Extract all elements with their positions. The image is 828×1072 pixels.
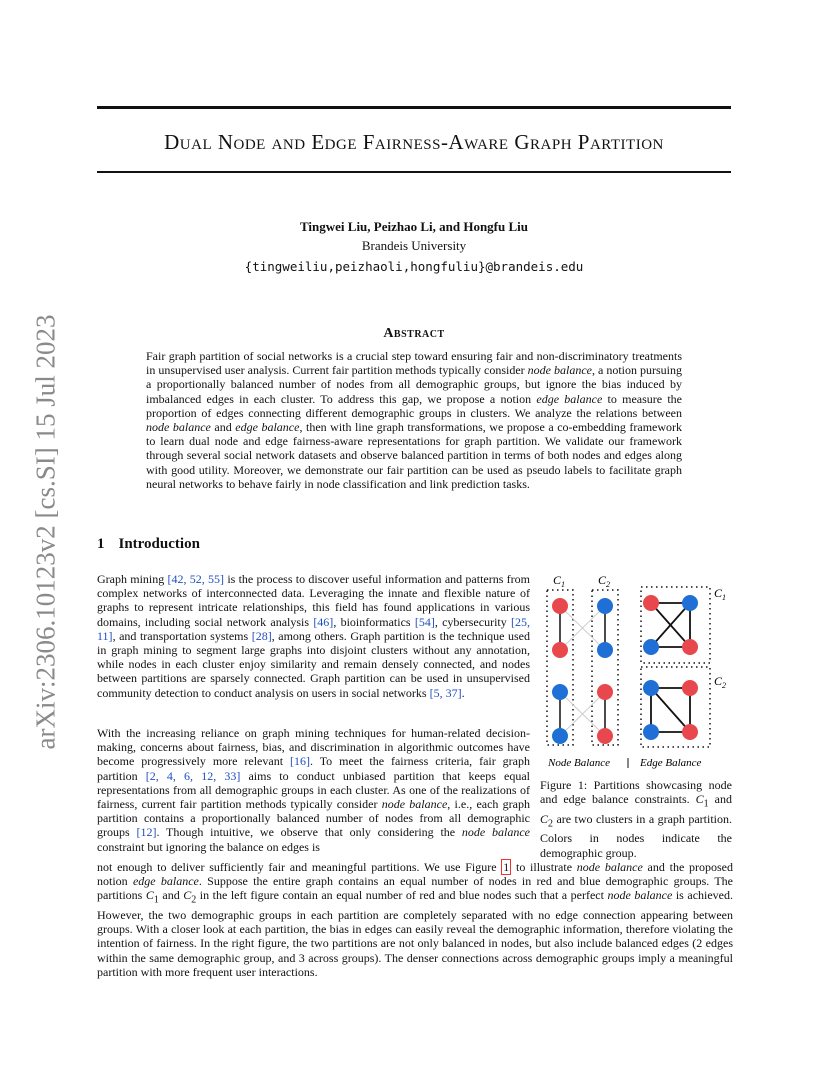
author-emails: {tingweiliu,peizhaoli,hongfuliu}@brandeis.edu	[244, 259, 584, 274]
red-node	[597, 728, 613, 744]
citation-link[interactable]: [28]	[251, 628, 272, 643]
cluster-label-c2-right: $C_2$	[714, 674, 727, 690]
title-rule-bottom	[97, 171, 731, 173]
blue-node	[682, 595, 698, 611]
red-node	[682, 680, 698, 696]
citation-link[interactable]: [5, 37]	[429, 685, 462, 700]
blue-node	[552, 684, 568, 700]
partition-diagram	[538, 570, 734, 770]
abstract-heading: Abstract	[383, 326, 445, 341]
figure-reference-link[interactable]: 1	[503, 860, 510, 874]
author-list: Tingwei Liu, Peizhao Li, and Hongfu Liu	[299, 219, 529, 234]
subfigure-label-edge-balance: Edge Balance	[640, 757, 702, 769]
citation-link[interactable]: [16]	[289, 754, 310, 769]
red-node	[552, 642, 568, 658]
citation-link[interactable]: [54]	[414, 614, 435, 629]
blue-node	[597, 642, 613, 658]
blue-node	[643, 639, 659, 655]
citation-link[interactable]: [2, 4, 6, 12, 33]	[145, 768, 241, 783]
affiliation: Brandeis University	[361, 238, 467, 253]
paper-title: Dual Node and Edge Fairness-Aware Graph Partition	[164, 130, 664, 154]
subfigure-label-node-balance: Node Balance	[548, 757, 611, 769]
intro-paragraph-2: With the increasing reliance on graph mining techniques for human-related decision-making, concerns about fairness, bias, and discrimination in algorithmic outcomes have become progressively more relevant [16]. To meet the fairness criteria, fair graph partition [2, 4, 6, 12, 33] aims to conduct unbiased partition that keeps equal representations from all demographic groups in each cluster. As one of the realizations of fairness, current fair partition methods typically consider node balance, i.e., each graph partition contains a proportionally balanced number of nodes from all demographic groups [12]. Though intuitive, we observe that only considering the node balance constraint but ignoring the balance on edges is	[97, 726, 531, 854]
intra-group-edges-left	[560, 606, 605, 736]
intro-paragraph-1: Graph mining [42, 52, 55] is the process to discover useful information and patterns from complex networks of interconnected data. Leveraging the innate and flexible nature of graphs to represent intricate relationships, this field has found applications in various domains, including social network analysis [46], bioinformatics [54], cybersecurity [25, 11], and transportation systems [28], among others. Graph partition is the technique used in graph mining to segment large graphs into disjoint clusters without any annotation, while nodes in each cluster enjoy similarity and remain densely connected, and nodes between partitions are sparsely connected. Graph partition can be used in unsupervised community detection to conduct analysis on users in social networks [5, 37].	[97, 572, 531, 700]
red-node	[643, 595, 659, 611]
citation-link[interactable]: [12]	[136, 825, 157, 840]
cluster-label-c2-left: $C_2$	[598, 573, 611, 589]
blue-node	[643, 680, 659, 696]
figure-1-partitions	[538, 570, 734, 770]
faint-inter-cluster-edges	[560, 606, 605, 736]
intro-paragraph-3: not enough to deliver sufficiently fair and meaningful partitions. We use Figure 1 to illustrate node balance and the proposed notion edge balance. Suppose the entire graph contains an equal number of nodes in red and blue demographic groups. The partitions $C_1$ and $C_2$ in the left figure contain an equal number of red and blue nodes such that a perfect node balance is achieved. However, the two demographic groups in each partition are completely separated with no edge connection appearing between groups. With a closer look at each partition, the bias in edges can easily reveal the demographic information, therefore violating the intention of fairness. In the right figure, the two partitions are not only balanced in nodes, but also include balanced edges (2 edges within the same demographic group, and 3 across groups). The denser connections across demographic groups imply a meaningful partition with more frequent user interactions.	[97, 860, 734, 979]
title-rule-top	[97, 106, 731, 109]
arxiv-identifier-stamp: arXiv:2306.10123v2 [cs.SI] 15 Jul 2023	[30, 314, 61, 750]
section-heading-introduction: 1 Introduction	[97, 536, 200, 552]
red-node	[552, 598, 568, 614]
blue-node	[597, 598, 613, 614]
abstract-text: Fair graph partition of social networks is a crucial step toward ensuring fair and non-discriminatory treatments in unsupervised user analysis. Current fair partition methods typically consider node balance, a notion pursuing a proportionally balanced number of nodes from all demographic groups, but ignore the bias induced by imbalanced edges in each cluster. To address this gap, we propose a notion edge balance to measure the proportion of edges connecting different demographic groups in clusters. We analyze the relations between node balance and edge balance, then with line graph transformations, we propose a co-embedding framework to learn dual node and edge fairness-aware representations for graph partition. We validate our framework through several social network datasets and observe balanced partition in terms of both nodes and edges along with good utility. Moreover, we demonstrate our fair partition can be used as pseudo labels to facilitate graph neural networks to behave fairly in node classification and link prediction tasks.	[146, 349, 683, 491]
citation-link[interactable]: [42, 52, 55]	[167, 572, 225, 586]
red-node	[597, 684, 613, 700]
citation-link[interactable]: [25, 11]	[97, 614, 531, 643]
cluster-label-c1-left: $C_1$	[553, 573, 566, 589]
cluster-label-c1-right: $C_1$	[714, 586, 727, 602]
figure-1-caption: Figure 1: Partitions showcasing node and edge balance constraints. $C_1$ and $C_2$ are two clusters in a graph partition. Colors in nodes indicate the demographic group.	[540, 778, 733, 860]
blue-node	[643, 724, 659, 740]
red-node	[682, 724, 698, 740]
blue-node	[552, 728, 568, 744]
citation-link[interactable]: [46]	[313, 614, 334, 629]
red-node	[682, 639, 698, 655]
node-group-left	[552, 598, 613, 744]
